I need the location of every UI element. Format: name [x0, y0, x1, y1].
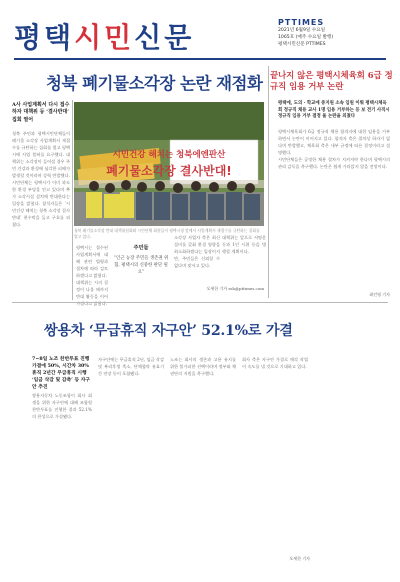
- pull-quote-text: “인근 농장 주민들 생존권 위협, 평택시의 신중한 판단 필요”: [113, 256, 169, 275]
- lead-byline: 오세한 기자 ssh@pttimes.com: [206, 286, 264, 291]
- lead-body-column-2: [76, 244, 108, 306]
- protest-banner-lower: 폐기물소각장 결사반대!: [106, 164, 232, 178]
- lead-subhead: A사 사업계획서 다시 접수하자 대책위 등 ‘결사반대’ 집회 열어: [12, 102, 70, 123]
- lead-paragraph: 평택시는 접수된 사업계획서에 대해 관련 법령과 절차에 따라 검토하겠다고 밝혔다.: [76, 245, 108, 278]
- lead-paragraph: 시민단체는 평택시가 이미 과도한 환경 부담을 안고 있다며 추가 소각시설 설치에 반대한다는 입장을 밝혔다. 참석자들은 ‘시민건강 해치는 청북 소각장 결사반대’ 현수막을 들고 구호를 외쳤다.: [12, 180, 70, 227]
- second-paragraph: 쌍용자동차 노동조합이 회사 회생을 위한 자구안에 대해 조합원 찬반투표를 진행한 결과 52.1%의 찬성으로 가결됐다.: [32, 393, 92, 419]
- second-byline: 오세한 기자: [289, 556, 310, 561]
- masthead: [0, 0, 400, 56]
- column-divider: [72, 100, 73, 300]
- lead-headline[interactable]: 청북 폐기물소각장 논란 재점화: [46, 74, 263, 93]
- brand-name: PTTIMES: [278, 18, 325, 27]
- second-headline[interactable]: 쌍용차 ‘무급휴직 자구안’ 52.1%로 가결: [44, 323, 293, 339]
- newspaper-title[interactable]: 평택시민신문: [14, 21, 195, 54]
- lead-body-column-1: [12, 130, 70, 295]
- lead-paragraph: 대책위는 앞으로 서명운동과 1인 시위 등을 병행할 계획이다.: [222, 235, 266, 254]
- protest-banner-upper: 시민건강 해치는 청북에엔판산: [112, 150, 226, 160]
- second-body-column-2: [98, 356, 164, 552]
- pull-quote-speaker: 주민들: [133, 245, 149, 251]
- second-subhead: 7~8일 노조 찬반투표 진행 가결에 50%, 시간차 30% 휴직 2년간 무급휴직 시행 ‘임금 삭감 및 감축’ 등 자구안 추진: [32, 356, 91, 390]
- sidebar-paragraph: 평택시체육회가 6급 정규직 채용 합격자에 대한 임용을 거부하면서 논란이 이어지고 있다. 합격자 측은 절차상 하자가 없다며 반발했고, 체육회 측은 내부 규정에 따른 결정이라고 설명했다.: [278, 129, 390, 155]
- second-paragraph: 노조는 회사의 생존과 고용 유지를 위한 불가피한 선택이라며 정부와 채권단의 지원을 촉구했다.: [170, 357, 237, 376]
- issue-number: 1065호 (매주 수요일 발행): [278, 35, 334, 40]
- lead-paragraph: 청북 주민과 평택시민단체들이 폐기물 소각장 사업계획서 재접수를 규탄하는 집회를 열고 평택시에 사업 불허를 요구했다. 대책위는 소각장이 들어설 경우 주민 건강과 환경에 심각한 피해가 발생할 것이라며 강력 반발했다.: [12, 131, 70, 178]
- issue-date: 2021년 6월9일 수요일: [278, 28, 326, 33]
- second-paragraph: 자구안에는 무급휴직 2년, 임금 삭감 및 복리후생 축소, 단체협약 유효기간 연장 등이 포함됐다.: [98, 357, 164, 376]
- second-paragraph: 회사 측은 자구안 가결로 매각 작업이 속도를 낼 것으로 기대하고 있다.: [242, 357, 308, 369]
- protest-photo: [74, 102, 264, 226]
- second-body-column-3: [170, 356, 236, 552]
- lead-body-column-3: [174, 234, 220, 284]
- section-divider: [12, 302, 388, 303]
- masthead-rule: [14, 58, 386, 60]
- second-body-column-1: [32, 392, 92, 552]
- protest-photo-graphic: [74, 102, 264, 226]
- second-body-column-4: [242, 356, 308, 552]
- masthead-extra: 평택시민신문 PTTIMES: [278, 42, 326, 47]
- sidebar-headline[interactable]: 끝나지 않은 평택시체육회 6급 정규직 임용 거부 논란: [270, 70, 393, 91]
- sidebar-byline: 최인영 기자: [369, 292, 390, 297]
- column-divider: [268, 66, 269, 298]
- lead-body-column-4: [222, 234, 266, 284]
- lead-paragraph: 대책위는 시의 결정이 나올 때까지 반대 활동을 이어가겠다고 밝혔다.: [76, 280, 108, 306]
- masthead-info: [278, 18, 333, 48]
- photo-caption: 청북 폐기물소각장 반대 대책위원회와 시민단체 회원들이 평택시청 앞에서 사업계획서 재접수를 규탄하는 집회를 열고 있다.: [74, 228, 260, 239]
- lead-paragraph: 소각장 사업자 측은 최신 설비를 갖춰 환경 영향을 최소화하겠다는 입장이지만, 주민들은 신뢰할 수 없다며 맞서고 있다.: [174, 235, 220, 268]
- sidebar-body: [278, 128, 390, 290]
- pull-quote-box: [112, 244, 170, 276]
- sidebar-paragraph: 시민단체들은 공정한 채용 절차가 지켜져야 한다며 평택시의 관리 감독을 촉구했다. 논란은 쉽게 가라앉지 않을 전망이다.: [278, 157, 390, 169]
- sidebar-subhead: 평택에, 도의 · 학교에 중지원 소속 임원 이뤄 평택시체육회 정규직 채용 교사 1명 임용 거부하는 등 보 전기 사직시 정규직 임용 거부 결정 돌 논란을 외쳤다: [278, 101, 390, 120]
